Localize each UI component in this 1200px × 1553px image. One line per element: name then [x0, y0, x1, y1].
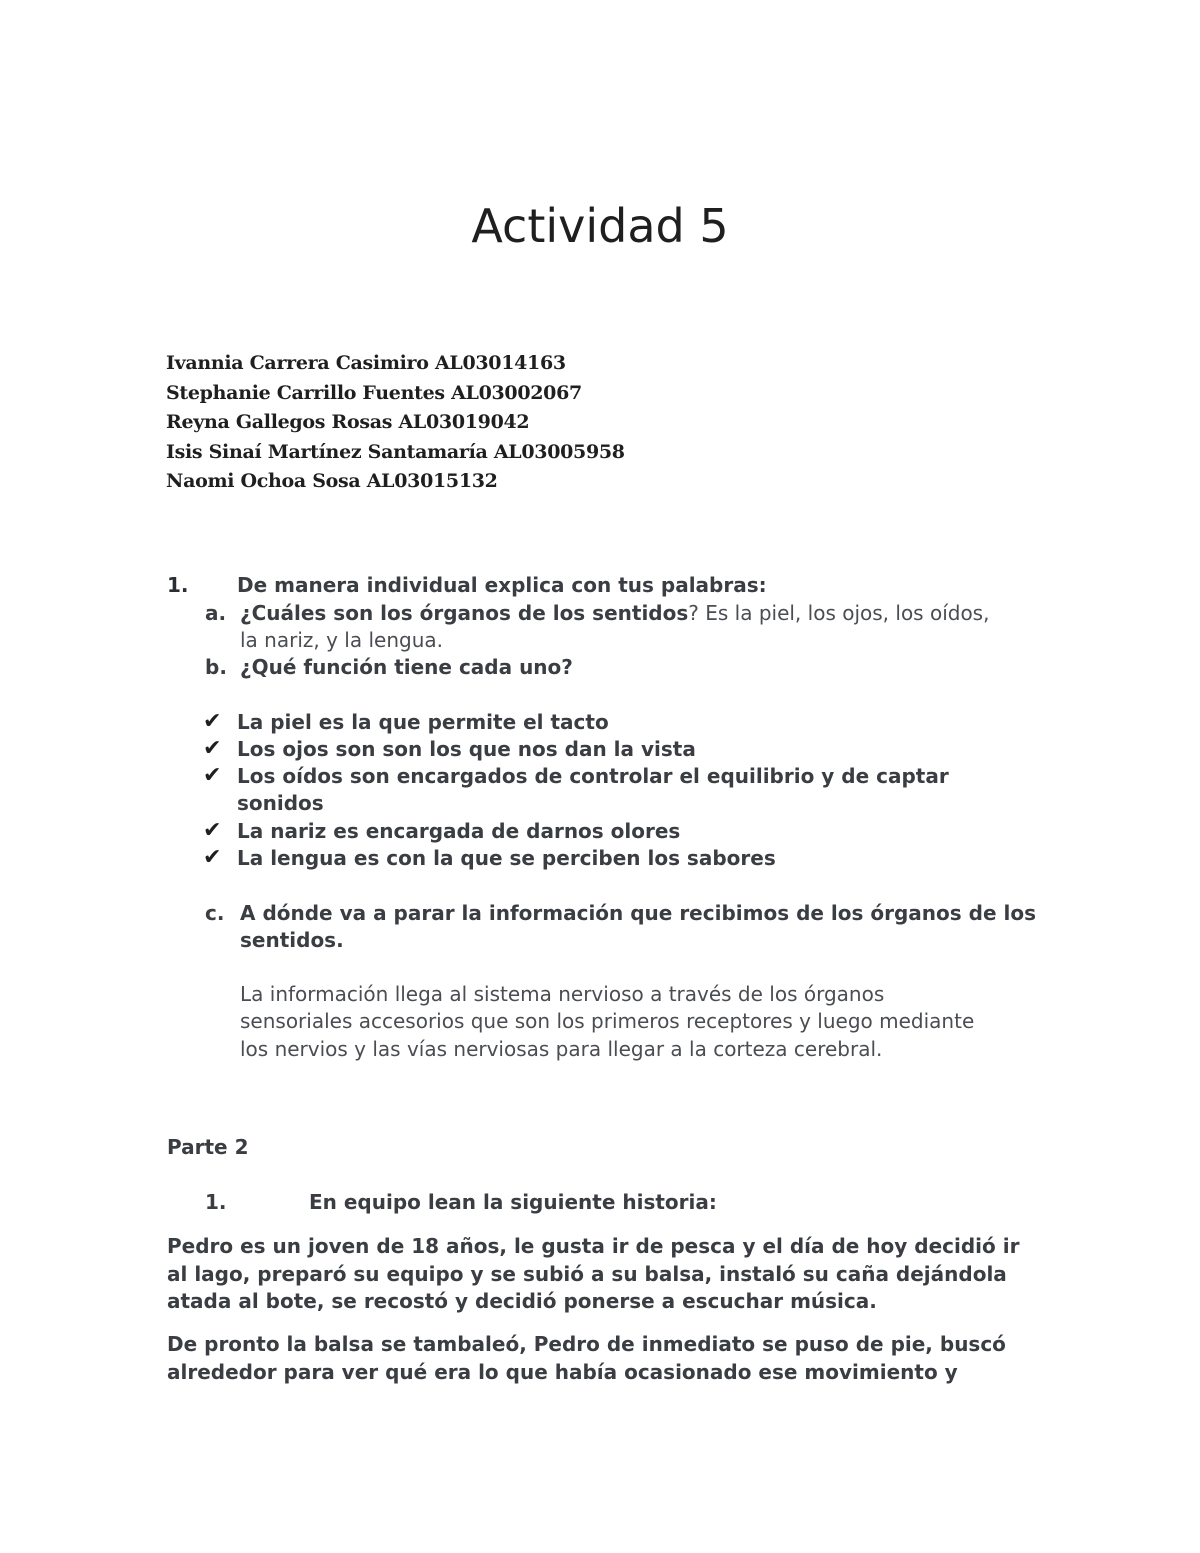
author-line: Ivannia Carrera Casimiro AL03014163	[166, 352, 566, 374]
checkmark-icon: ✔	[203, 736, 222, 761]
author-line: Naomi Ochoa Sosa AL03015132	[166, 470, 498, 492]
item-a-answer: ? Es la piel, los ojos, los oídos,	[688, 601, 990, 625]
item-marker-a: a.	[205, 601, 227, 625]
item-a	[240, 600, 989, 627]
checkmark-icon: ✔	[203, 818, 222, 843]
item-c-answer-line: los nervios y las vías nerviosas para llegar a la corteza cerebral.	[240, 1037, 883, 1061]
part2-item-text: En equipo lean la siguiente historia:	[309, 1190, 717, 1214]
document-title: Actividad 5	[471, 199, 729, 253]
check-item: Los oídos son encargados de controlar el equilibrio y de captar	[237, 764, 949, 788]
item-c-question-line2: sentidos.	[240, 928, 344, 952]
story-paragraph	[167, 1233, 1019, 1316]
item-c-question: A dónde va a parar la información que recibimos de los órganos de los	[240, 901, 1036, 925]
item-a-question: ¿Cuáles son los órganos de los sentidos	[240, 601, 689, 625]
author-line: Stephanie Carrillo Fuentes AL03002067	[166, 381, 582, 404]
checkmark-icon: ✔	[203, 709, 222, 734]
question-number: 1.	[167, 573, 189, 597]
checkmark-icon: ✔	[203, 763, 222, 788]
item-c-answer-line: sensoriales accesorios que son los primeros receptores y luego mediante	[240, 1009, 975, 1033]
item-marker-c: c.	[205, 901, 225, 925]
question-text: De manera individual explica con tus palabras:	[237, 573, 767, 597]
part2-item-number: 1.	[205, 1190, 227, 1214]
item-a-answer-line2: la nariz, y la lengua.	[240, 628, 443, 652]
check-item: La piel es la que permite el tacto	[237, 710, 609, 734]
story-line: al lago, preparó su equipo y se subió a su balsa, instaló su caña dejándola	[167, 1261, 1007, 1286]
item-c-answer-line: La información llega al sistema nervioso a través de los órganos	[240, 982, 885, 1006]
check-item: La nariz es encargada de darnos olores	[237, 819, 681, 843]
check-item-continuation: sonidos	[237, 791, 324, 815]
story-line: De pronto la balsa se tambaleó, Pedro de inmediato se puso de pie, buscó	[167, 1332, 1006, 1356]
item-b-question: ¿Qué función tiene cada uno?	[240, 655, 573, 679]
story-line: Pedro es un joven de 18 años, le gusta ir de pesca y el día de hoy decidió ir	[167, 1234, 1020, 1258]
story-paragraph	[167, 1331, 1006, 1386]
story-line: atada al bote, se recostó y decidió ponerse a escuchar música.	[167, 1289, 877, 1313]
author-line: Reyna Gallegos Rosas AL03019042	[166, 411, 530, 433]
check-item: La lengua es con la que se perciben los sabores	[237, 846, 776, 870]
check-item: Los ojos son son los que nos dan la vista	[237, 737, 696, 761]
author-list	[166, 349, 625, 497]
item-marker-b: b.	[205, 655, 227, 679]
author-line: Isis Sinaí Martínez Santamaría AL03005958	[166, 440, 625, 463]
story-line: alrededor para ver qué era lo que había ocasionado ese movimiento y	[167, 1359, 958, 1384]
checkmark-icon: ✔	[203, 845, 222, 870]
section-heading: Parte 2	[167, 1135, 249, 1159]
